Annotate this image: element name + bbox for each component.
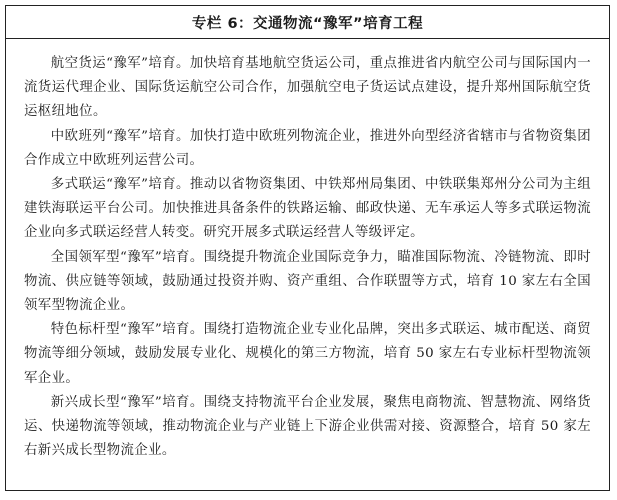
paragraph-specialty-benchmark: 特色标杆型“豫军”培育。围绕打造物流企业专业化品牌，突出多式联运、城市配送、商贸物流等细分领域，鼓励发展专业化、规模化的第三方物流，培育 50 家左右专业标杆型物流领军企业。	[24, 322, 591, 386]
paragraph-multimodal: 多式联运“豫军”培育。推动以省物资集团、中铁郑州局集团、中铁联集郑州分公司为主组建铁海联运平台公司。加快推进具备条件的铁路运输、邮政快递、无车承运人等多式联运物流企业向多式联运经营人转变。研究开展多式联运经营人等级评定。	[24, 177, 591, 241]
box-body	[6, 39, 609, 463]
paragraph-national-leader: 全国领军型“豫军”培育。围绕提升物流企业国际竞争力，瞄准国际物流、冷链物流、即时物流、供应链等领域，鼓励通过投资并购、资产重组、合作联盟等方式，培育 10 家左右全国领军型物流企业。	[24, 249, 591, 314]
paragraph-china-europe-rail: 中欧班列“豫军”培育。加快打造中欧班列物流企业，推进外向型经济省辖市与省物资集团合作成立中欧班列运营公司。	[24, 128, 591, 168]
column-box	[5, 5, 610, 491]
box-title: 专栏 6：交通物流“豫军”培育工程	[6, 6, 609, 39]
paragraph-emerging-growth: 新兴成长型“豫军”培育。围绕支持物流平台企业发展，聚焦电商物流、智慧物流、网络货运、快递物流等领域，推动物流企业与产业链上下游企业供需对接、资源整合，培育 50 家左右新兴成长型物流企业。	[24, 394, 591, 459]
paragraph-air-cargo: 航空货运“豫军”培育。加快培育基地航空货运公司，重点推进省内航空公司与国际国内一流货运代理企业、国际货运航空公司合作，加强航空电子货运试点建设，提升郑州国际航空货运枢纽地位。	[24, 56, 591, 120]
